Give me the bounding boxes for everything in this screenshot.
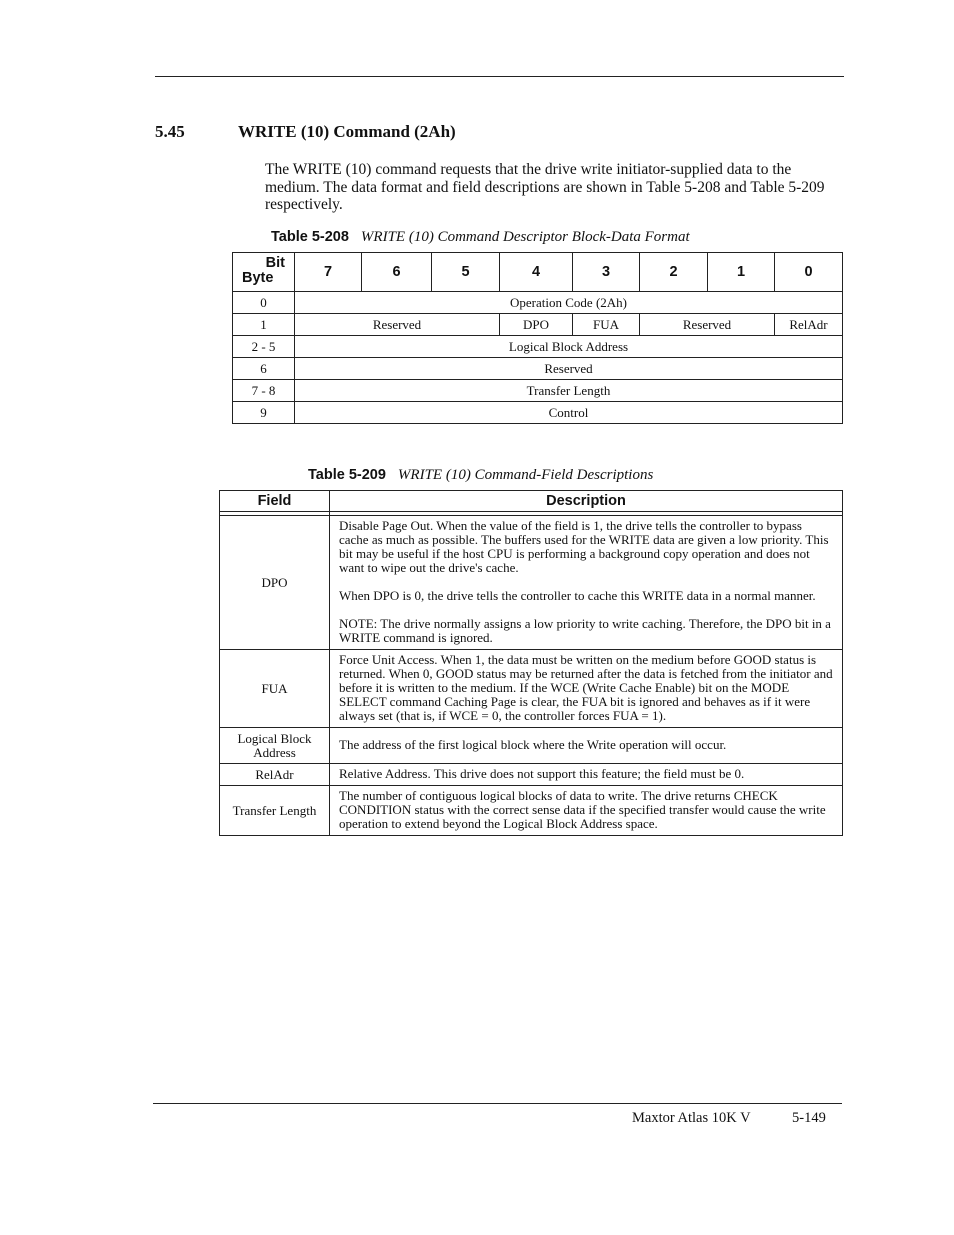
bit-4-header: 4 [500,253,573,292]
byte-cell: 1 [233,314,295,336]
dpo-field-cell: DPO [500,314,573,336]
description-cell [330,516,843,650]
reladr-field-cell: RelAdr [775,314,843,336]
description-paragraph: Relative Address. This drive does not support this feature; the field must be 0. [339,766,745,781]
description-paragraph: When DPO is 0, the drive tells the controller to cache this WRITE data in a normal manner. [339,588,816,603]
table-row [233,292,843,314]
bit-2-header: 2 [640,253,708,292]
description-paragraph: Disable Page Out. When the value of the field is 1, the drive tells the controller to bypass cache as much as possible. The buffers used for the WRITE data are given a low priority. This bit may be useful if the host CPU is performing a background copy operation and does not want to wipe out the drive's cache. [339,518,829,575]
footer-rule [153,1103,842,1104]
section-number: 5.45 [155,122,185,141]
table-row [233,380,843,402]
reserved-field-cell: Reserved [640,314,775,336]
field-cell: Operation Code (2Ah) [295,292,843,314]
description-cell [330,764,843,786]
field-cell: Transfer Length [295,380,843,402]
intro-paragraph: The WRITE (10) command requests that the drive write initiator-supplied data to the medium. The data format and field descriptions are shown in Table 5-208 and Table 5-209 respectively. [265,161,825,213]
footer-product-name: Maxtor Atlas 10K V [632,1110,751,1126]
description-paragraph: Force Unit Access. When 1, the data must be written on the medium before GOOD status is returned. When 0, GOOD status may be returned after the data is fetched from the initiator and before it is written to the medium. If the WCE (Write Cache Enable) bit on the MODE SELECT command Caching Page is clear, the FUA bit is ignored and behaves as if it were always set (that is, if WCE = 0, the controller forces FUA = 1). [339,652,833,723]
description-paragraph: NOTE: The drive normally assigns a low priority to write caching. Therefore, the DPO bit in a WRITE command is ignored. [339,616,831,645]
bit-1-header: 1 [708,253,775,292]
table-row [220,764,843,786]
table-row [233,358,843,380]
table-row [220,786,843,836]
bit-7-header: 7 [295,253,362,292]
description-column-header: Description [330,491,843,512]
description-cell [330,650,843,728]
table-row [233,336,843,358]
description-cell [330,728,843,764]
header-row [220,491,843,512]
description-cell [330,786,843,836]
section-title: WRITE (10) Command (2Ah) [238,122,456,141]
table-row [233,402,843,424]
header-rule [155,76,844,77]
table-5-208-caption [271,229,690,246]
table-label: Table 5-208 [271,229,349,245]
footer-page-number: 5-149 [792,1110,826,1126]
field-cell: Reserved [295,358,843,380]
bit-label: Bit [265,255,285,271]
reserved-field-cell: Reserved [295,314,500,336]
bit-byte-corner [233,253,295,292]
field-column-header: Field [220,491,330,512]
table-row [220,728,843,764]
table-5-209-caption [308,467,653,484]
byte-label: Byte [242,270,274,286]
bit-header-row [233,253,843,292]
field-name-cell: Transfer Length [220,786,330,836]
bit-5-header: 5 [432,253,500,292]
table-title: WRITE (10) Command-Field Descriptions [397,467,654,483]
field-name-cell: RelAdr [220,764,330,786]
field-name-cell: FUA [220,650,330,728]
table-title: WRITE (10) Command Descriptor Block-Data Format [360,229,690,245]
table-row [233,314,843,336]
table-label: Table 5-209 [308,467,386,483]
field-name-cell: DPO [220,516,330,650]
byte-cell: 9 [233,402,295,424]
table-row [220,516,843,650]
description-paragraph: The number of contiguous logical blocks of data to write. The drive returns CHECK CONDITION status with the correct sense data if the specified transfer would cause the write operation to extend beyond the Logical Block Address space. [339,788,826,831]
bit-3-header: 3 [573,253,640,292]
table-row [220,650,843,728]
field-descriptions-table [219,490,843,836]
cdb-format-table [232,252,843,424]
fua-field-cell: FUA [573,314,640,336]
byte-cell: 2 - 5 [233,336,295,358]
field-cell: Logical Block Address [295,336,843,358]
byte-cell: 6 [233,358,295,380]
byte-cell: 7 - 8 [233,380,295,402]
field-name-cell: Logical Block Address [220,728,330,764]
bit-6-header: 6 [362,253,432,292]
description-paragraph: The address of the first logical block where the Write operation will occur. [339,737,727,752]
bit-0-header: 0 [775,253,843,292]
field-cell: Control [295,402,843,424]
byte-cell: 0 [233,292,295,314]
